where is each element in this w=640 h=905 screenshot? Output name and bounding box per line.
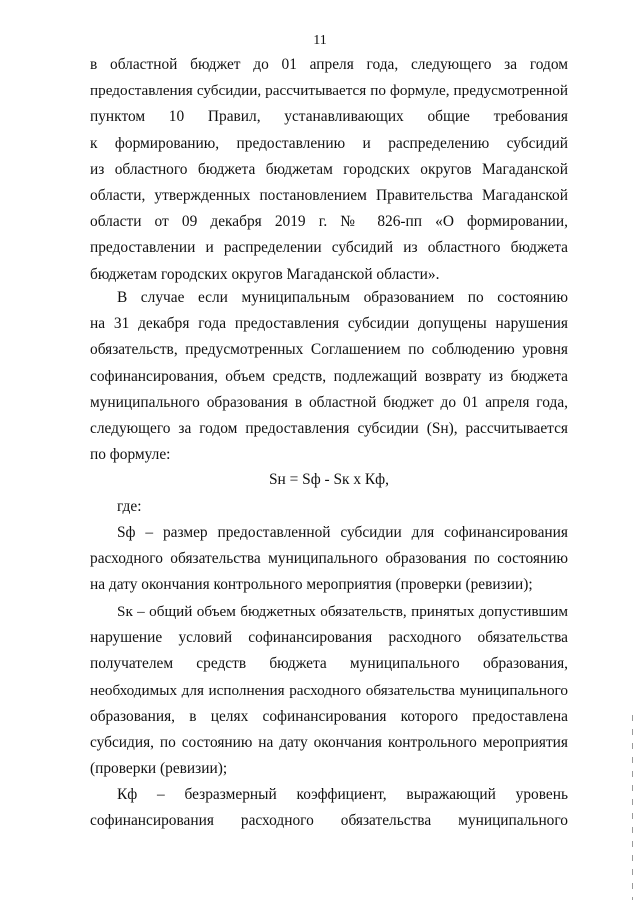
text-line: муниципального образования в областной бюджет до 01 апреля года, [90,393,568,411]
paragraph-violation-case [90,285,568,468]
formula-where-label: где: [117,498,142,515]
text-line: необходимых для исполнения расходного обязательства муниципального [90,681,568,699]
text-line: (проверки (ревизии); [90,760,228,778]
text-line: обязательств, предусмотренных Соглашением по соблюдению уровня [90,341,568,359]
text-line: следующего за годом предоставления субсидии (Sн), рассчитывается [90,419,568,437]
page-number: 11 [313,33,327,48]
paragraph-refund-rule-continuation [90,52,568,288]
text-line: области, утвержденных постановлением Правительства Магаданской [90,186,568,204]
text-line: образования, в целях софинансирования которого предоставлена [90,707,568,725]
paragraph-sf-definition [90,520,568,599]
text-line: бюджетам городских округов Магаданской области». [90,265,440,283]
text-line: расходного обязательства муниципального образования по состоянию [90,550,568,568]
formula: Sн = Sф - Sк х Кф, [268,471,390,488]
text-line: в областной бюджет до 01 апреля года, следующего за годом [90,56,568,73]
text-line: предоставления субсидии, рассчитывается по формуле, предусмотренной [90,82,568,100]
text-line: получателем средств бюджета муниципального образования, [90,655,568,673]
paragraph-sk-definition [90,599,568,782]
text-line: предоставлении и распределении субсидий из областного бюджета [90,239,568,257]
text-line: Sк – общий объем бюджетных обязательств, принятых допустившим [117,603,568,620]
scan-edge-mark [632,715,633,900]
text-line: пунктом 10 Правил, устанавливающих общие требования [90,108,568,126]
text-line: субсидия, по состоянию на дату окончания контрольного мероприятия [90,733,568,751]
text-line: нарушение условий софинансирования расходного обязательства [90,629,568,647]
text-line: В случае если муниципальным образованием по состоянию [117,289,568,306]
text-line: Sф – размер предоставленной субсидии для софинансирования [117,524,568,541]
text-line: области от 09 декабря 2019 г. № 826-пп «О формировании, [90,213,568,231]
text-line: по формуле: [90,446,171,464]
text-line: на дату окончания контрольного мероприятия (проверки (ревизии); [90,576,533,594]
text-line: на 31 декабря года предоставления субсидии допущены нарушения [90,315,568,333]
text-line: Кф – безразмерный коэффициент, выражающий уровень [117,786,568,803]
text-line: из областного бюджета бюджетам городских округов Магаданской [90,160,568,178]
text-line: к формированию, предоставлению и распределению субсидий [90,134,568,152]
paragraph-kf-definition [90,782,568,834]
text-line: софинансирования расходного обязательства муниципального [90,812,568,830]
text-line: софинансирования, объем средств, подлежащий возврату из бюджета [90,367,568,385]
